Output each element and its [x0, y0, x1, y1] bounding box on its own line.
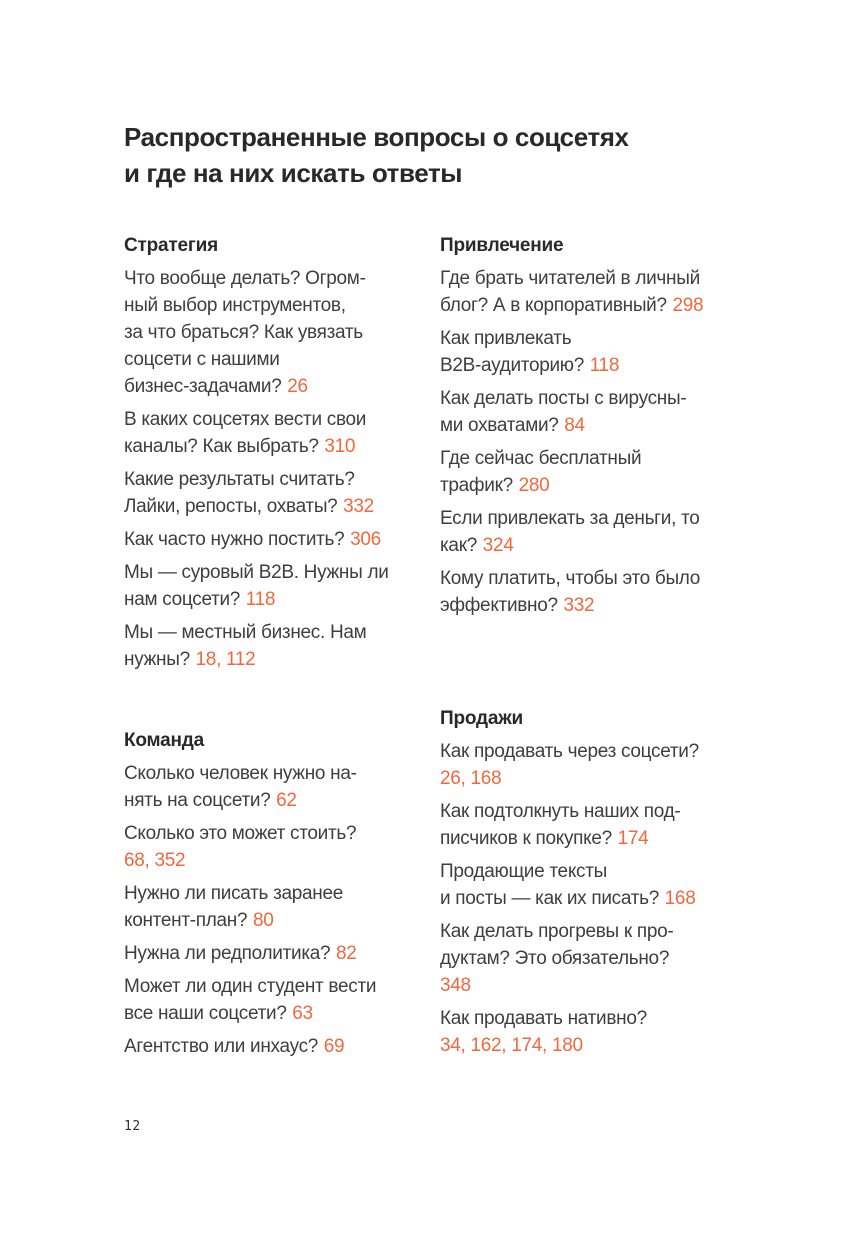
toc-line: [440, 945, 750, 972]
toc-line: [124, 346, 434, 373]
section-heading: Команда: [124, 730, 205, 751]
toc-line: [124, 847, 434, 874]
toc-item: [124, 466, 434, 520]
page-reference: 68, 352: [124, 850, 186, 871]
question-text: Лайки, репосты, охваты?: [124, 496, 338, 517]
page-reference: 332: [343, 496, 374, 517]
page-reference: 80: [252, 910, 274, 931]
toc-line: [440, 592, 750, 619]
question-text: Кому платить, чтобы это было: [440, 568, 701, 589]
question-text: ми охватами?: [440, 415, 559, 436]
toc-line: [440, 918, 750, 945]
toc-section: [124, 232, 434, 673]
page-reference: 82: [335, 943, 357, 964]
page-reference: 280: [518, 475, 550, 496]
toc-item: [440, 1005, 750, 1059]
page-reference: 174: [617, 828, 649, 849]
toc-line: [124, 907, 434, 934]
toc-section: [440, 705, 750, 1059]
toc-line: [440, 825, 750, 852]
toc-line: [440, 1005, 750, 1032]
page-number: 12: [124, 1119, 141, 1134]
toc-item: [440, 325, 750, 379]
question-text: Как продавать через соцсети?: [440, 741, 699, 762]
question-text: нам соцсети?: [124, 589, 241, 610]
question-text: Как делать прогревы к про-: [440, 921, 674, 942]
toc-line: [440, 885, 750, 912]
question-text: B2B-аудиторию?: [440, 355, 585, 376]
toc-line: [440, 265, 750, 292]
toc-item: [440, 265, 750, 319]
question-text: Продающие тексты: [440, 861, 608, 882]
toc-line: [440, 352, 750, 379]
page-reference: 63: [292, 1003, 313, 1024]
toc-line: [124, 940, 434, 967]
page-reference: 168: [664, 888, 696, 909]
page-reference: 26: [287, 376, 308, 397]
page-reference: 324: [482, 535, 514, 556]
toc-line: [124, 1000, 434, 1027]
page-reference: 62: [276, 790, 297, 811]
page-reference: 84: [564, 415, 585, 436]
question-text: Может ли один студент вести: [124, 976, 377, 997]
question-text: ный выбор инструментов,: [124, 295, 346, 316]
toc-section: [124, 727, 434, 1060]
toc-line: [440, 738, 750, 765]
question-text: Нужна ли редполитика?: [124, 943, 331, 964]
question-text: Мы — местный бизнес. Нам: [124, 622, 367, 643]
toc-item: [124, 526, 434, 553]
toc-line: [440, 972, 750, 999]
toc-line: [124, 265, 434, 292]
toc-line: [440, 292, 750, 319]
question-text: каналы? Как выбрать?: [124, 436, 319, 457]
question-text: нять на соцсети?: [124, 790, 271, 811]
toc-line: [440, 1032, 750, 1059]
toc-line: [124, 466, 434, 493]
toc-item: [124, 760, 434, 814]
toc-item: [440, 738, 750, 792]
page-reference: 348: [440, 975, 471, 996]
question-text: Как часто нужно постить?: [124, 529, 345, 550]
question-text: и посты — как их писать?: [440, 888, 659, 909]
question-text: В каких соцсетях вести свои: [124, 409, 367, 430]
toc-line: [124, 880, 434, 907]
section-heading: Привлечение: [440, 235, 564, 256]
toc-line: [440, 325, 750, 352]
page-reference: 118: [589, 355, 620, 376]
toc-line: [440, 385, 750, 412]
question-text: Какие результаты считать?: [124, 469, 355, 490]
toc-column-right: [440, 232, 750, 1065]
page-reference: 306: [350, 529, 381, 550]
question-text: Как подтолкнуть наших под-: [440, 801, 681, 822]
question-text: соцсети с нашими: [124, 349, 280, 370]
toc-line: [124, 559, 434, 586]
toc-item: [440, 385, 750, 439]
toc-line: [440, 505, 750, 532]
toc-line: [124, 319, 434, 346]
toc-item: [440, 918, 750, 999]
toc-item: [124, 973, 434, 1027]
toc-line: [124, 406, 434, 433]
question-text: Сколько это может стоить?: [124, 823, 357, 844]
page-reference: 310: [324, 436, 356, 457]
question-text: Где брать читателей в личный: [440, 268, 700, 289]
toc-line: [440, 565, 750, 592]
page-title-line-1: Распространенные вопросы о соцсетях: [124, 122, 629, 152]
question-text: Агентство или инхаус?: [124, 1036, 319, 1057]
toc-item: [440, 445, 750, 499]
toc-line: [124, 373, 434, 400]
question-text: блог? А в корпоративный?: [440, 295, 667, 316]
toc-item: [124, 619, 434, 673]
toc-line: [440, 765, 750, 792]
toc-line: [124, 973, 434, 1000]
page-reference: 298: [672, 295, 704, 316]
toc-item: [124, 940, 434, 967]
question-text: как?: [440, 535, 477, 556]
question-text: Если привлекать за деньги, то: [440, 508, 700, 529]
toc-line: [124, 433, 434, 460]
page-reference: 18, 112: [195, 649, 256, 670]
page-title-line-2: и где на них искать ответы: [124, 158, 463, 188]
page-reference: 34, 162, 174, 180: [440, 1035, 583, 1056]
toc-item: [124, 406, 434, 460]
question-text: Где сейчас бесплатный: [440, 448, 642, 469]
question-text: Что вообще делать? Огром-: [124, 268, 366, 289]
toc-line: [124, 646, 434, 673]
question-text: Мы — суровый B2B. Нужны ли: [124, 562, 389, 583]
section-heading: Продажи: [440, 708, 523, 729]
toc-line: [440, 798, 750, 825]
page-reference: 118: [245, 589, 276, 610]
question-text: за что браться? Как увязать: [124, 322, 363, 343]
toc-line: [440, 412, 750, 439]
question-text: Нужно ли писать заранее: [124, 883, 344, 904]
question-text: Сколько человек нужно на-: [124, 763, 357, 784]
toc-line: [124, 526, 434, 553]
question-text: дуктам? Это обязательно?: [440, 948, 670, 969]
toc-line: [124, 619, 434, 646]
toc-line: [440, 532, 750, 559]
question-text: Как делать посты с вирусны-: [440, 388, 687, 409]
section-heading: Стратегия: [124, 235, 218, 256]
question-text: эффективно?: [440, 595, 558, 616]
question-text: бизнес-задачами?: [124, 376, 282, 397]
page-reference: 69: [323, 1036, 345, 1057]
toc-line: [124, 760, 434, 787]
toc-line: [124, 820, 434, 847]
toc-line: [124, 493, 434, 520]
question-text: контент-план?: [124, 910, 248, 931]
toc-column-left: [124, 232, 434, 1066]
question-text: писчиков к покупке?: [440, 828, 612, 849]
toc-item: [440, 798, 750, 852]
toc-item: [124, 559, 434, 613]
toc-line: [440, 858, 750, 885]
toc-item: [124, 880, 434, 934]
toc-section: [440, 232, 750, 619]
toc-line: [124, 787, 434, 814]
question-text: трафик?: [440, 475, 513, 496]
toc-item: [440, 565, 750, 619]
page-title: [124, 119, 629, 191]
question-text: нужны?: [124, 649, 190, 670]
toc-line: [124, 292, 434, 319]
toc-item: [124, 265, 434, 400]
question-text: Как продавать нативно?: [440, 1008, 647, 1029]
toc-item: [124, 820, 434, 874]
toc-item: [440, 858, 750, 912]
toc-line: [440, 472, 750, 499]
toc-line: [440, 445, 750, 472]
page-reference: 332: [563, 595, 595, 616]
toc-line: [124, 586, 434, 613]
toc-line: [124, 1033, 434, 1060]
question-text: Как привлекать: [440, 328, 572, 349]
toc-item: [440, 505, 750, 559]
page-reference: 26, 168: [440, 768, 502, 789]
question-text: все наши соцсети?: [124, 1003, 287, 1024]
toc-item: [124, 1033, 434, 1060]
